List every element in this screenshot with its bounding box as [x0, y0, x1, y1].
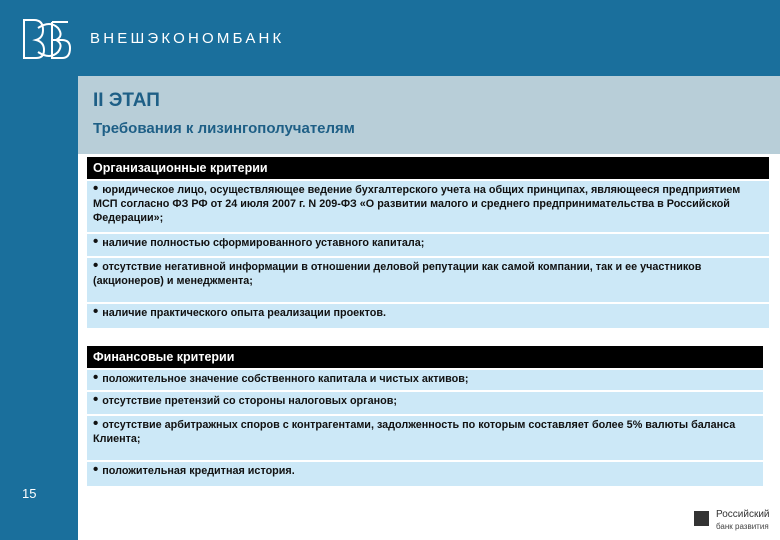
bullet-icon: •: [93, 257, 99, 274]
organizational-criteria-section: [87, 157, 769, 328]
criteria-item: [87, 304, 769, 328]
bullet-icon: •: [93, 180, 99, 197]
criteria-text: положительная кредитная история.: [102, 465, 295, 477]
brand-line-1: Российский: [716, 509, 770, 520]
criteria-item: [87, 234, 769, 256]
bullet-icon: •: [93, 461, 99, 478]
criteria-text: отсутствие претензий со стороны налоговых органов;: [102, 395, 397, 407]
criteria-item: [87, 392, 763, 414]
bullet-icon: •: [93, 233, 99, 250]
bullet-icon: •: [93, 303, 99, 320]
criteria-item: [87, 181, 769, 232]
page-number: 15: [22, 486, 37, 501]
financial-criteria-section: [87, 346, 763, 486]
brand-square-icon: [694, 511, 709, 526]
criteria-text: наличие практического опыта реализации проектов.: [102, 307, 386, 319]
criteria-item: [87, 370, 763, 390]
stage-subtitle: Требования к лизингополучателям: [93, 120, 355, 137]
vnesheconombank-logo-icon: [18, 14, 72, 64]
criteria-item: [87, 462, 763, 486]
criteria-text: отсутствие арбитражных споров с контрагентами, задолженность по которым составляет более 5% валюты баланса Клиента;: [93, 419, 736, 445]
brand-line-2: банк развития: [716, 522, 769, 531]
bullet-icon: •: [93, 391, 99, 408]
bullet-icon: •: [93, 369, 99, 386]
title-band: [78, 76, 780, 154]
bank-name: ВНЕШЭКОНОМБАНК: [90, 30, 285, 47]
bullet-icon: •: [93, 415, 99, 432]
criteria-item: [87, 416, 763, 460]
section-header: Финансовые критерии: [87, 346, 763, 368]
criteria-text: юридическое лицо, осуществляющее ведение бухгалтерского учета на общих принципах, являющееся предприятием МСП согласно ФЗ РФ от 24 июля 2007 г. N 209-ФЗ «О развитии малого и среднего предпринимательства в Российской Федерации»;: [93, 184, 741, 224]
footer-brand: [694, 506, 774, 534]
criteria-item: [87, 258, 769, 302]
section-header: Организационные критерии: [87, 157, 769, 179]
criteria-text: наличие полностью сформированного уставного капитала;: [102, 237, 425, 249]
stage-title: II ЭТАП: [93, 90, 160, 111]
criteria-text: положительное значение собственного капитала и чистых активов;: [102, 373, 469, 385]
criteria-text: отсутствие негативной информации в отношении деловой репутации как самой компании, так и ее участников (акционеров) и менеджмента;: [93, 261, 702, 287]
left-sidebar-band: [0, 76, 78, 540]
